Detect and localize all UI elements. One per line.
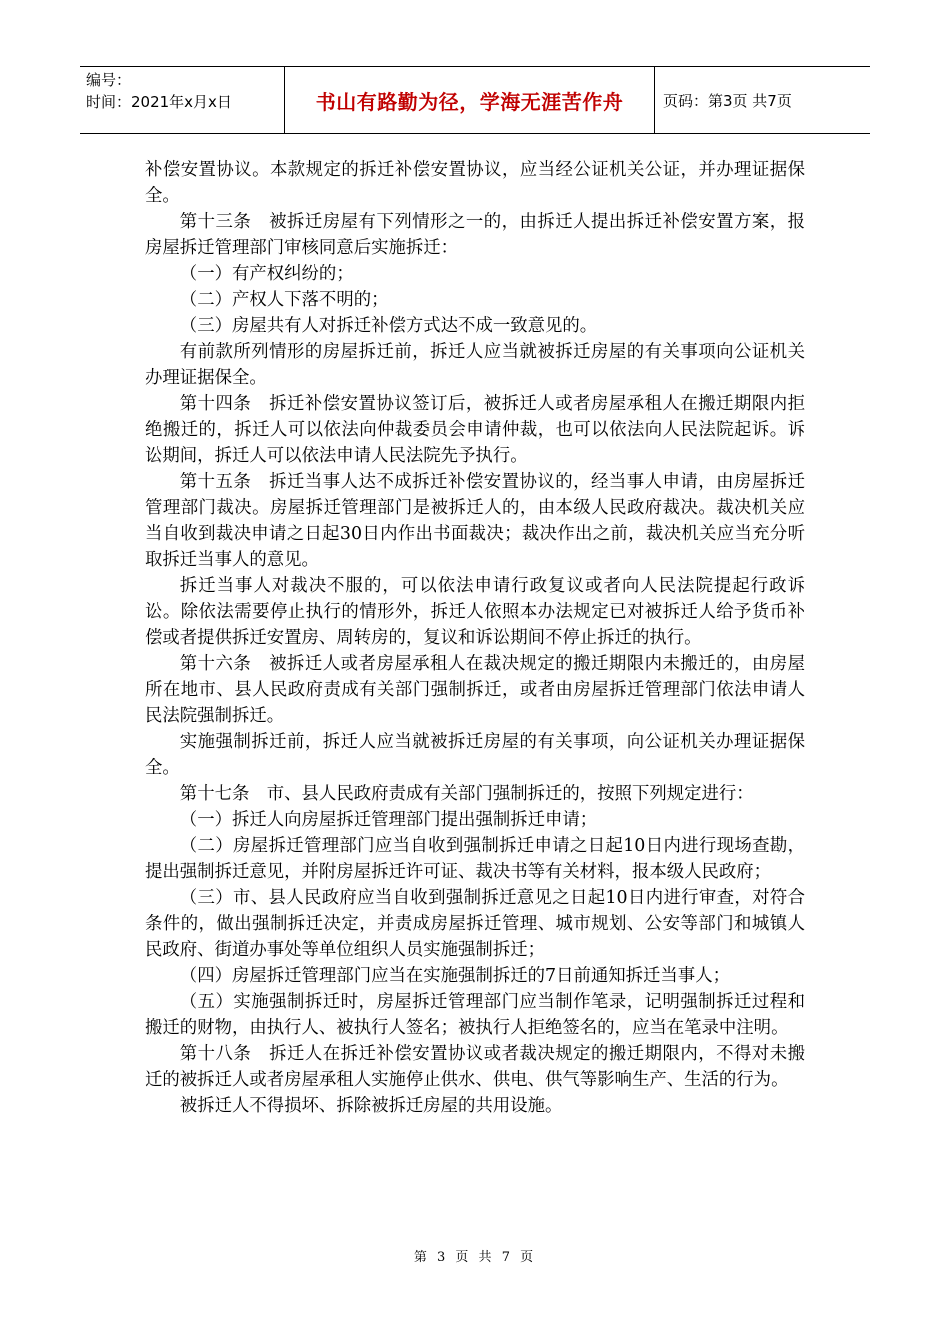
paragraph: 被拆迁人不得损坏、拆除被拆迁房屋的共用设施。	[179, 1096, 563, 1116]
list-item: （二）房屋拆迁管理部门应当自收到强制拆迁申请之日起10日内进行现场查勘，提出强制拆迁意见，并附房屋拆迁许可证、裁决书等有关材料，报本级人民政府；	[145, 836, 805, 882]
paragraph: 第十四条 拆迁补偿安置协议签订后，被拆迁人或者房屋承租人在搬迁期限内拒绝搬迁的，拆迁人可以依法向仲裁委员会申请仲裁，也可以依法向人民法院起诉。诉讼期间，拆迁人可以依法申请人民法院先予执行。	[145, 394, 805, 466]
document-number-label: 编号：	[86, 71, 132, 89]
page-header	[80, 66, 870, 134]
header-meta	[80, 67, 285, 133]
list-item: （二）产权人下落不明的；	[179, 290, 389, 310]
document-body	[145, 157, 805, 1119]
document-time-label: 时间：2021年x月x日	[86, 93, 232, 111]
paragraph: 第十八条 拆迁人在拆迁补偿安置协议或者裁决规定的搬迁期限内，不得对未搬迁的被拆迁人或者房屋承租人实施停止供水、供电、供气等影响生产、生活的行为。	[145, 1044, 805, 1090]
list-item: （四）房屋拆迁管理部门应当在实施强制拆迁的7日前通知拆迁当事人；	[179, 966, 730, 986]
paragraph: 第十三条 被拆迁房屋有下列情形之一的，由拆迁人提出拆迁补偿安置方案，报房屋拆迁管理部门审核同意后实施拆迁：	[145, 212, 805, 258]
list-item: （五）实施强制拆迁时，房屋拆迁管理部门应当制作笔录，记明强制拆迁过程和搬迁的财物，由执行人、被执行人签名；被执行人拒绝签名的，应当在笔录中注明。	[145, 992, 805, 1038]
paragraph: 第十五条 拆迁当事人达不成拆迁补偿安置协议的，经当事人申请，由房屋拆迁管理部门裁决。房屋拆迁管理部门是被拆迁人的，由本级人民政府裁决。裁决机关应当自收到裁决申请之日起30日内作出书面裁决；裁决作出之前，裁决机关应当充分听取拆迁当事人的意见。	[145, 472, 805, 570]
list-item: （三）房屋共有人对拆迁补偿方式达不成一致意见的。	[179, 316, 598, 336]
header-motto: 书山有路勤为径，学海无涯苦作舟	[285, 67, 655, 133]
list-item: （一）有产权纠纷的；	[179, 264, 354, 284]
paragraph: 拆迁当事人对裁决不服的，可以依法申请行政复议或者向人民法院提起行政诉讼。除依法需要停止执行的情形外，拆迁人依照本办法规定已对被拆迁人给予货币补偿或者提供拆迁安置房、周转房的，复议和诉讼期间不停止拆迁的执行。	[145, 576, 805, 648]
paragraph: 第十七条 市、县人民政府责成有关部门强制拆迁的，按照下列规定进行：	[179, 784, 754, 804]
paragraph: 第十六条 被拆迁人或者房屋承租人在裁决规定的搬迁期限内未搬迁的，由房屋所在地市、县人民政府责成有关部门强制拆迁，或者由房屋拆迁管理部门依法申请人民法院强制拆迁。	[145, 654, 805, 726]
list-item: （一）拆迁人向房屋拆迁管理部门提出强制拆迁申请；	[179, 810, 598, 830]
paragraph: 实施强制拆迁前，拆迁人应当就被拆迁房屋的有关事项，向公证机关办理证据保全。	[145, 732, 805, 778]
paragraph: 有前款所列情形的房屋拆迁前，拆迁人应当就被拆迁房屋的有关事项向公证机关办理证据保全。	[145, 342, 805, 388]
list-item: （三）市、县人民政府应当自收到强制拆迁意见之日起10日内进行审查，对符合条件的，做出强制拆迁决定，并责成房屋拆迁管理、城市规划、公安等部门和城镇人民政府、街道办事处等单位组织人员实施强制拆迁；	[145, 888, 805, 960]
paragraph: 补偿安置协议。本款规定的拆迁补偿安置协议，应当经公证机关公证，并办理证据保全。	[145, 160, 805, 206]
page-footer: 第 3 页 共 7 页	[413, 1250, 537, 1265]
header-page-label: 页码：第3页 共7页	[663, 91, 792, 110]
